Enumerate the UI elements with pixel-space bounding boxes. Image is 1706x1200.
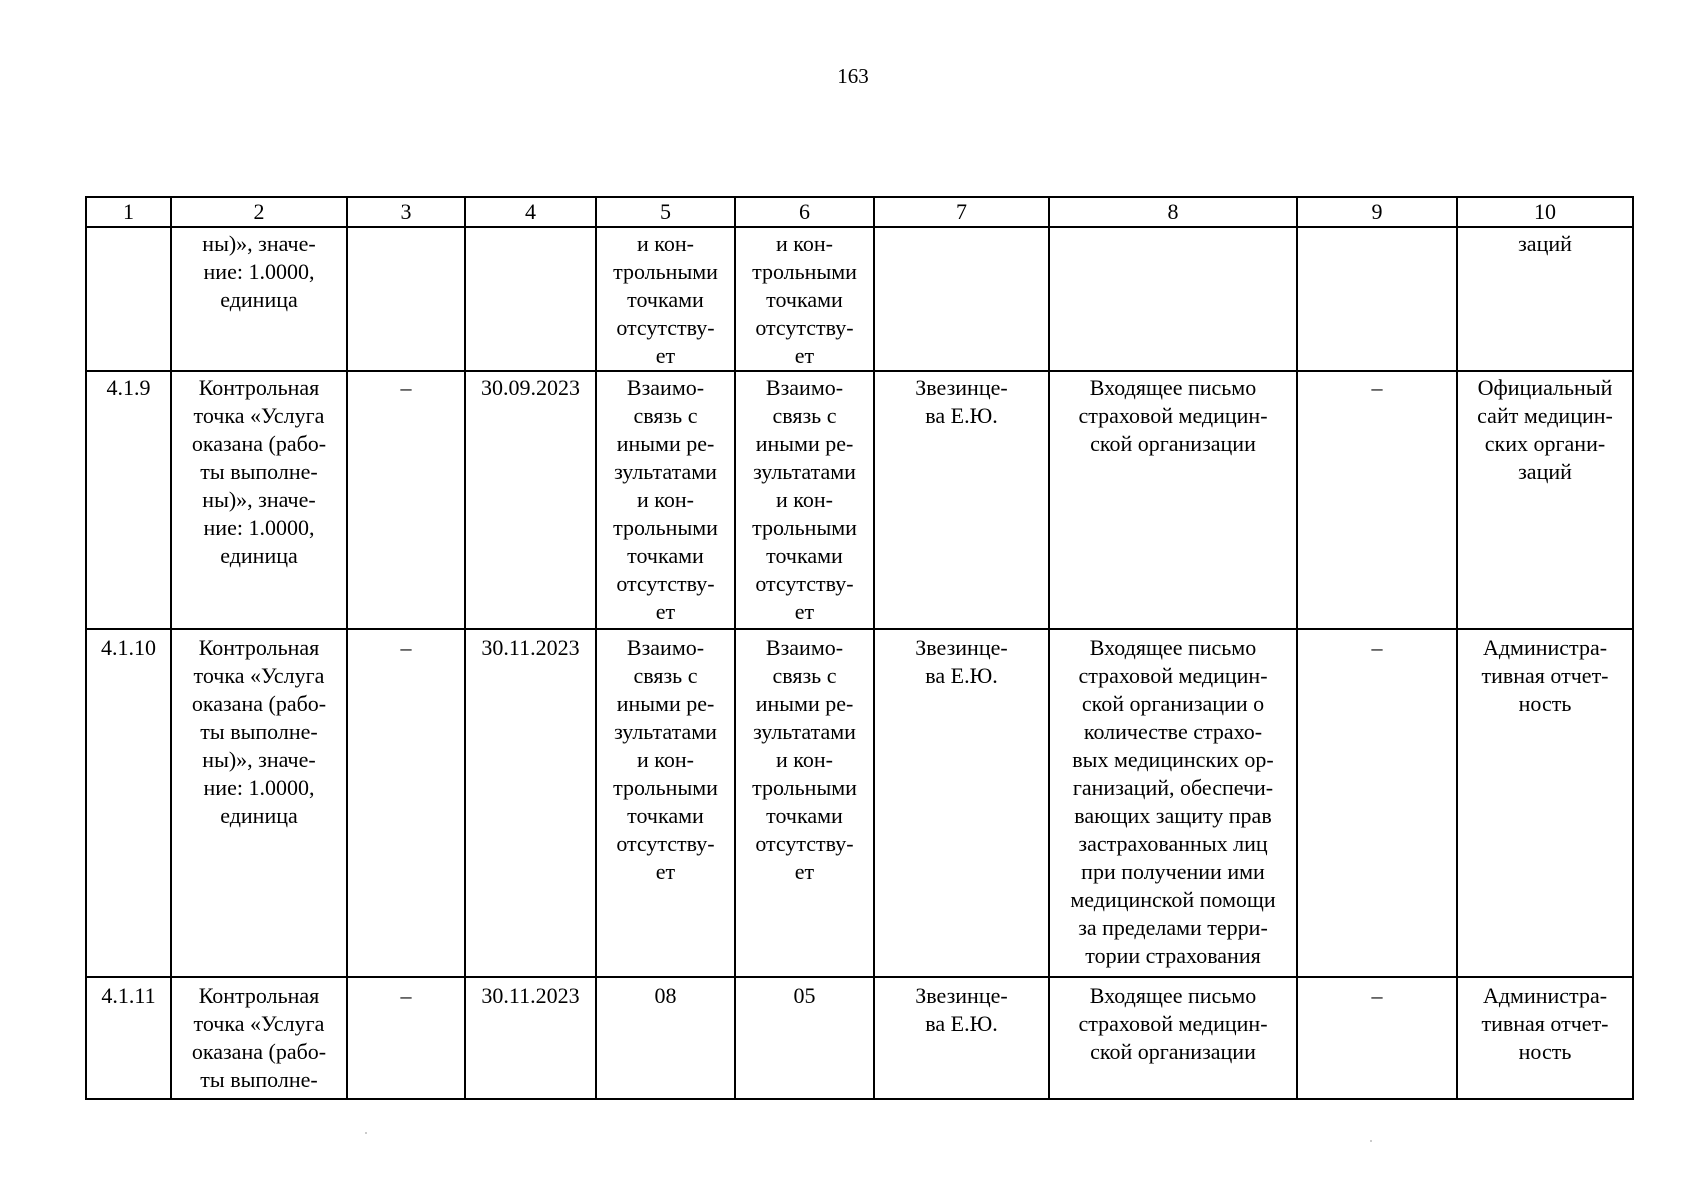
cell-text-line: иными ре-: [616, 431, 715, 456]
cell-text-line: зультатами: [614, 459, 717, 484]
cell-text-line: ет: [794, 343, 815, 368]
cell-text-line: застрахованных лиц: [1078, 831, 1268, 856]
cell-text-line: оказана (рабо-: [191, 1039, 327, 1064]
cell-text-line: ность: [1518, 1039, 1572, 1064]
cell-text-line: 4.1.11: [101, 983, 156, 1008]
table-cell-c5: [596, 629, 735, 977]
cell-text-line: и кон-: [637, 747, 694, 772]
cell-text-line: Администра-: [1482, 983, 1608, 1008]
table-cell-c6: [735, 371, 874, 629]
cell-text-line: отсутству-: [755, 831, 854, 856]
scan-speck: [1370, 1140, 1372, 1142]
cell-text-line: –: [400, 983, 412, 1008]
table-cell-c1: [86, 371, 171, 629]
cell-text-line: точками: [766, 287, 843, 312]
cell-text-line: единица: [220, 543, 298, 568]
cell-text-line: Контрольная: [198, 983, 320, 1008]
cell-text-line: и кон-: [776, 747, 833, 772]
cell-text-line: иными ре-: [755, 431, 854, 456]
column-header: 3: [347, 197, 465, 227]
cell-text-line: ской организации: [1090, 1039, 1256, 1064]
table-header-row: [86, 197, 1633, 227]
column-header: 6: [735, 197, 874, 227]
column-header: 7: [874, 197, 1049, 227]
cell-text-line: зультатами: [614, 719, 717, 744]
cell-text-line: ва Е.Ю.: [925, 663, 998, 688]
cell-text-line: точка «Услуга: [193, 663, 325, 688]
table-row: [86, 371, 1633, 629]
cell-text-line: и кон-: [776, 231, 833, 256]
cell-text-line: сайт медицин-: [1477, 403, 1613, 428]
cell-text-line: ганизаций, обеспечи-: [1072, 775, 1274, 800]
cell-text-line: и кон-: [637, 231, 694, 256]
table-cell-c8: [1049, 371, 1297, 629]
cell-text-line: ны)», значе-: [202, 747, 316, 772]
cell-text-line: единица: [220, 287, 298, 312]
cell-text-line: 30.11.2023: [481, 983, 580, 1008]
cell-text-line: Звезинце-: [915, 375, 1008, 400]
cell-text-line: зультатами: [753, 719, 856, 744]
cell-text-line: ность: [1518, 691, 1572, 716]
cell-text-line: ты выполне-: [200, 459, 318, 484]
table-cell-c3: [347, 629, 465, 977]
cell-text-line: ние: 1.0000,: [203, 259, 315, 284]
table-cell-c4: [465, 629, 596, 977]
cell-text-line: ты выполне-: [200, 719, 318, 744]
cell-text-line: точками: [766, 543, 843, 568]
table-cell-c3: [347, 371, 465, 629]
cell-text-line: трольными: [613, 259, 718, 284]
table-cell-c9: [1297, 629, 1457, 977]
cell-text-line: ет: [655, 343, 676, 368]
cell-text-line: связь с: [633, 403, 698, 428]
table-cell-c8: [1049, 977, 1297, 1099]
cell-text-line: Взаимо-: [626, 635, 705, 660]
table-cell-c7: [874, 629, 1049, 977]
table-cell-c7: [874, 977, 1049, 1099]
cell-text-line: ет: [794, 599, 815, 624]
table-row: [86, 629, 1633, 977]
cell-text-line: 4.1.10: [101, 635, 156, 660]
table-row: [86, 227, 1633, 371]
table-cell-c5: [596, 371, 735, 629]
cell-text-line: ние: 1.0000,: [203, 775, 315, 800]
cell-text-line: отсутству-: [755, 315, 854, 340]
cell-text-line: точками: [627, 543, 704, 568]
table-cell-c8: [1049, 227, 1297, 371]
table-cell-c4: [465, 227, 596, 371]
cell-text-line: –: [1371, 983, 1383, 1008]
column-header: 9: [1297, 197, 1457, 227]
table-cell-c8: [1049, 629, 1297, 977]
table-cell-c9: [1297, 227, 1457, 371]
cell-text-line: тивная отчет-: [1481, 663, 1609, 688]
table-body: [86, 227, 1633, 1099]
column-header: 5: [596, 197, 735, 227]
cell-text-line: страховой медицин-: [1078, 663, 1268, 688]
table-cell-c10: [1457, 227, 1633, 371]
table-cell-c5: [596, 977, 735, 1099]
column-header: 8: [1049, 197, 1297, 227]
column-header: 2: [171, 197, 347, 227]
cell-text-line: ет: [794, 859, 815, 884]
cell-text-line: ской организации: [1090, 431, 1256, 456]
column-header: 1: [86, 197, 171, 227]
plan-table: [85, 196, 1634, 1100]
cell-text-line: трольными: [752, 259, 857, 284]
cell-text-line: 08: [654, 983, 677, 1008]
cell-text-line: трольными: [613, 775, 718, 800]
table-cell-c6: [735, 629, 874, 977]
cell-text-line: ва Е.Ю.: [925, 1011, 998, 1036]
cell-text-line: точка «Услуга: [193, 1011, 325, 1036]
cell-text-line: –: [1371, 635, 1383, 660]
cell-text-line: Взаимо-: [765, 635, 844, 660]
cell-text-line: и кон-: [776, 487, 833, 512]
cell-text-line: связь с: [772, 663, 837, 688]
cell-text-line: заций: [1518, 231, 1572, 256]
cell-text-line: ских органи-: [1484, 431, 1606, 456]
cell-text-line: ет: [655, 859, 676, 884]
cell-text-line: Администра-: [1482, 635, 1608, 660]
cell-text-line: вых медицинских ор-: [1072, 747, 1274, 772]
table-cell-c10: [1457, 371, 1633, 629]
cell-text-line: ны)», значе-: [202, 487, 316, 512]
cell-text-line: связь с: [772, 403, 837, 428]
cell-text-line: отсутству-: [755, 571, 854, 596]
cell-text-line: и кон-: [637, 487, 694, 512]
table-cell-c1: [86, 977, 171, 1099]
cell-text-line: количестве страхо-: [1083, 719, 1263, 744]
cell-text-line: ние: 1.0000,: [203, 515, 315, 540]
column-header: 10: [1457, 197, 1633, 227]
cell-text-line: трольными: [613, 515, 718, 540]
cell-text-line: страховой медицин-: [1078, 1011, 1268, 1036]
table-cell-c3: [347, 977, 465, 1099]
cell-text-line: оказана (рабо-: [191, 691, 327, 716]
cell-text-line: тории страхования: [1085, 943, 1261, 968]
cell-text-line: Звезинце-: [915, 635, 1008, 660]
cell-text-line: ты выполне-: [200, 1067, 318, 1092]
cell-text-line: заций: [1518, 459, 1572, 484]
table-cell-c6: [735, 227, 874, 371]
cell-text-line: Входящее письмо: [1089, 375, 1257, 400]
table-row: [86, 977, 1633, 1099]
table-cell-c7: [874, 371, 1049, 629]
page-number: 163: [837, 64, 869, 88]
table-cell-c9: [1297, 977, 1457, 1099]
cell-text-line: Взаимо-: [765, 375, 844, 400]
cell-text-line: трольными: [752, 775, 857, 800]
table-cell-c2: [171, 977, 347, 1099]
cell-text-line: единица: [220, 803, 298, 828]
table-cell-c7: [874, 227, 1049, 371]
cell-text-line: Звезинце-: [915, 983, 1008, 1008]
cell-text-line: Контрольная: [198, 635, 320, 660]
table-cell-c10: [1457, 629, 1633, 977]
cell-text-line: Официальный: [1477, 375, 1613, 400]
cell-text-line: тивная отчет-: [1481, 1011, 1609, 1036]
table-cell-c10: [1457, 977, 1633, 1099]
table-cell-c4: [465, 977, 596, 1099]
cell-text-line: точками: [627, 287, 704, 312]
cell-text-line: иными ре-: [616, 691, 715, 716]
cell-text-line: страховой медицин-: [1078, 403, 1268, 428]
table-cell-c2: [171, 629, 347, 977]
cell-text-line: оказана (рабо-: [191, 431, 327, 456]
cell-text-line: Входящее письмо: [1089, 983, 1257, 1008]
table-cell-c9: [1297, 371, 1457, 629]
table-cell-c2: [171, 371, 347, 629]
cell-text-line: 4.1.9: [106, 375, 151, 400]
cell-text-line: ны)», значе-: [202, 231, 316, 256]
cell-text-line: медицинской помощи: [1070, 887, 1276, 912]
table-cell-c4: [465, 371, 596, 629]
cell-text-line: Входящее письмо: [1089, 635, 1257, 660]
cell-text-line: –: [400, 375, 412, 400]
cell-text-line: трольными: [752, 515, 857, 540]
cell-text-line: связь с: [633, 663, 698, 688]
cell-text-line: 05: [793, 983, 816, 1008]
cell-text-line: точками: [627, 803, 704, 828]
cell-text-line: –: [400, 635, 412, 660]
cell-text-line: отсутству-: [616, 315, 715, 340]
cell-text-line: 30.09.2023: [481, 375, 580, 400]
cell-text-line: Взаимо-: [626, 375, 705, 400]
table-cell-c6: [735, 977, 874, 1099]
cell-text-line: точка «Услуга: [193, 403, 325, 428]
cell-text-line: при получении ими: [1081, 859, 1265, 884]
table-cell-c1: [86, 227, 171, 371]
cell-text-line: 30.11.2023: [481, 635, 580, 660]
table-cell-c1: [86, 629, 171, 977]
cell-text-line: отсутству-: [616, 571, 715, 596]
cell-text-line: точками: [766, 803, 843, 828]
table-cell-c3: [347, 227, 465, 371]
cell-text-line: ва Е.Ю.: [925, 403, 998, 428]
table-cell-c2: [171, 227, 347, 371]
cell-text-line: отсутству-: [616, 831, 715, 856]
cell-text-line: ской организации о: [1081, 691, 1265, 716]
cell-text-line: вающих защиту прав: [1074, 803, 1272, 828]
cell-text-line: –: [1371, 375, 1383, 400]
cell-text-line: иными ре-: [755, 691, 854, 716]
cell-text-line: Контрольная: [198, 375, 320, 400]
cell-text-line: ет: [655, 599, 676, 624]
column-header: 4: [465, 197, 596, 227]
cell-text-line: зультатами: [753, 459, 856, 484]
table-cell-c5: [596, 227, 735, 371]
scan-speck: [365, 1132, 367, 1134]
cell-text-line: за пределами терри-: [1078, 915, 1268, 940]
